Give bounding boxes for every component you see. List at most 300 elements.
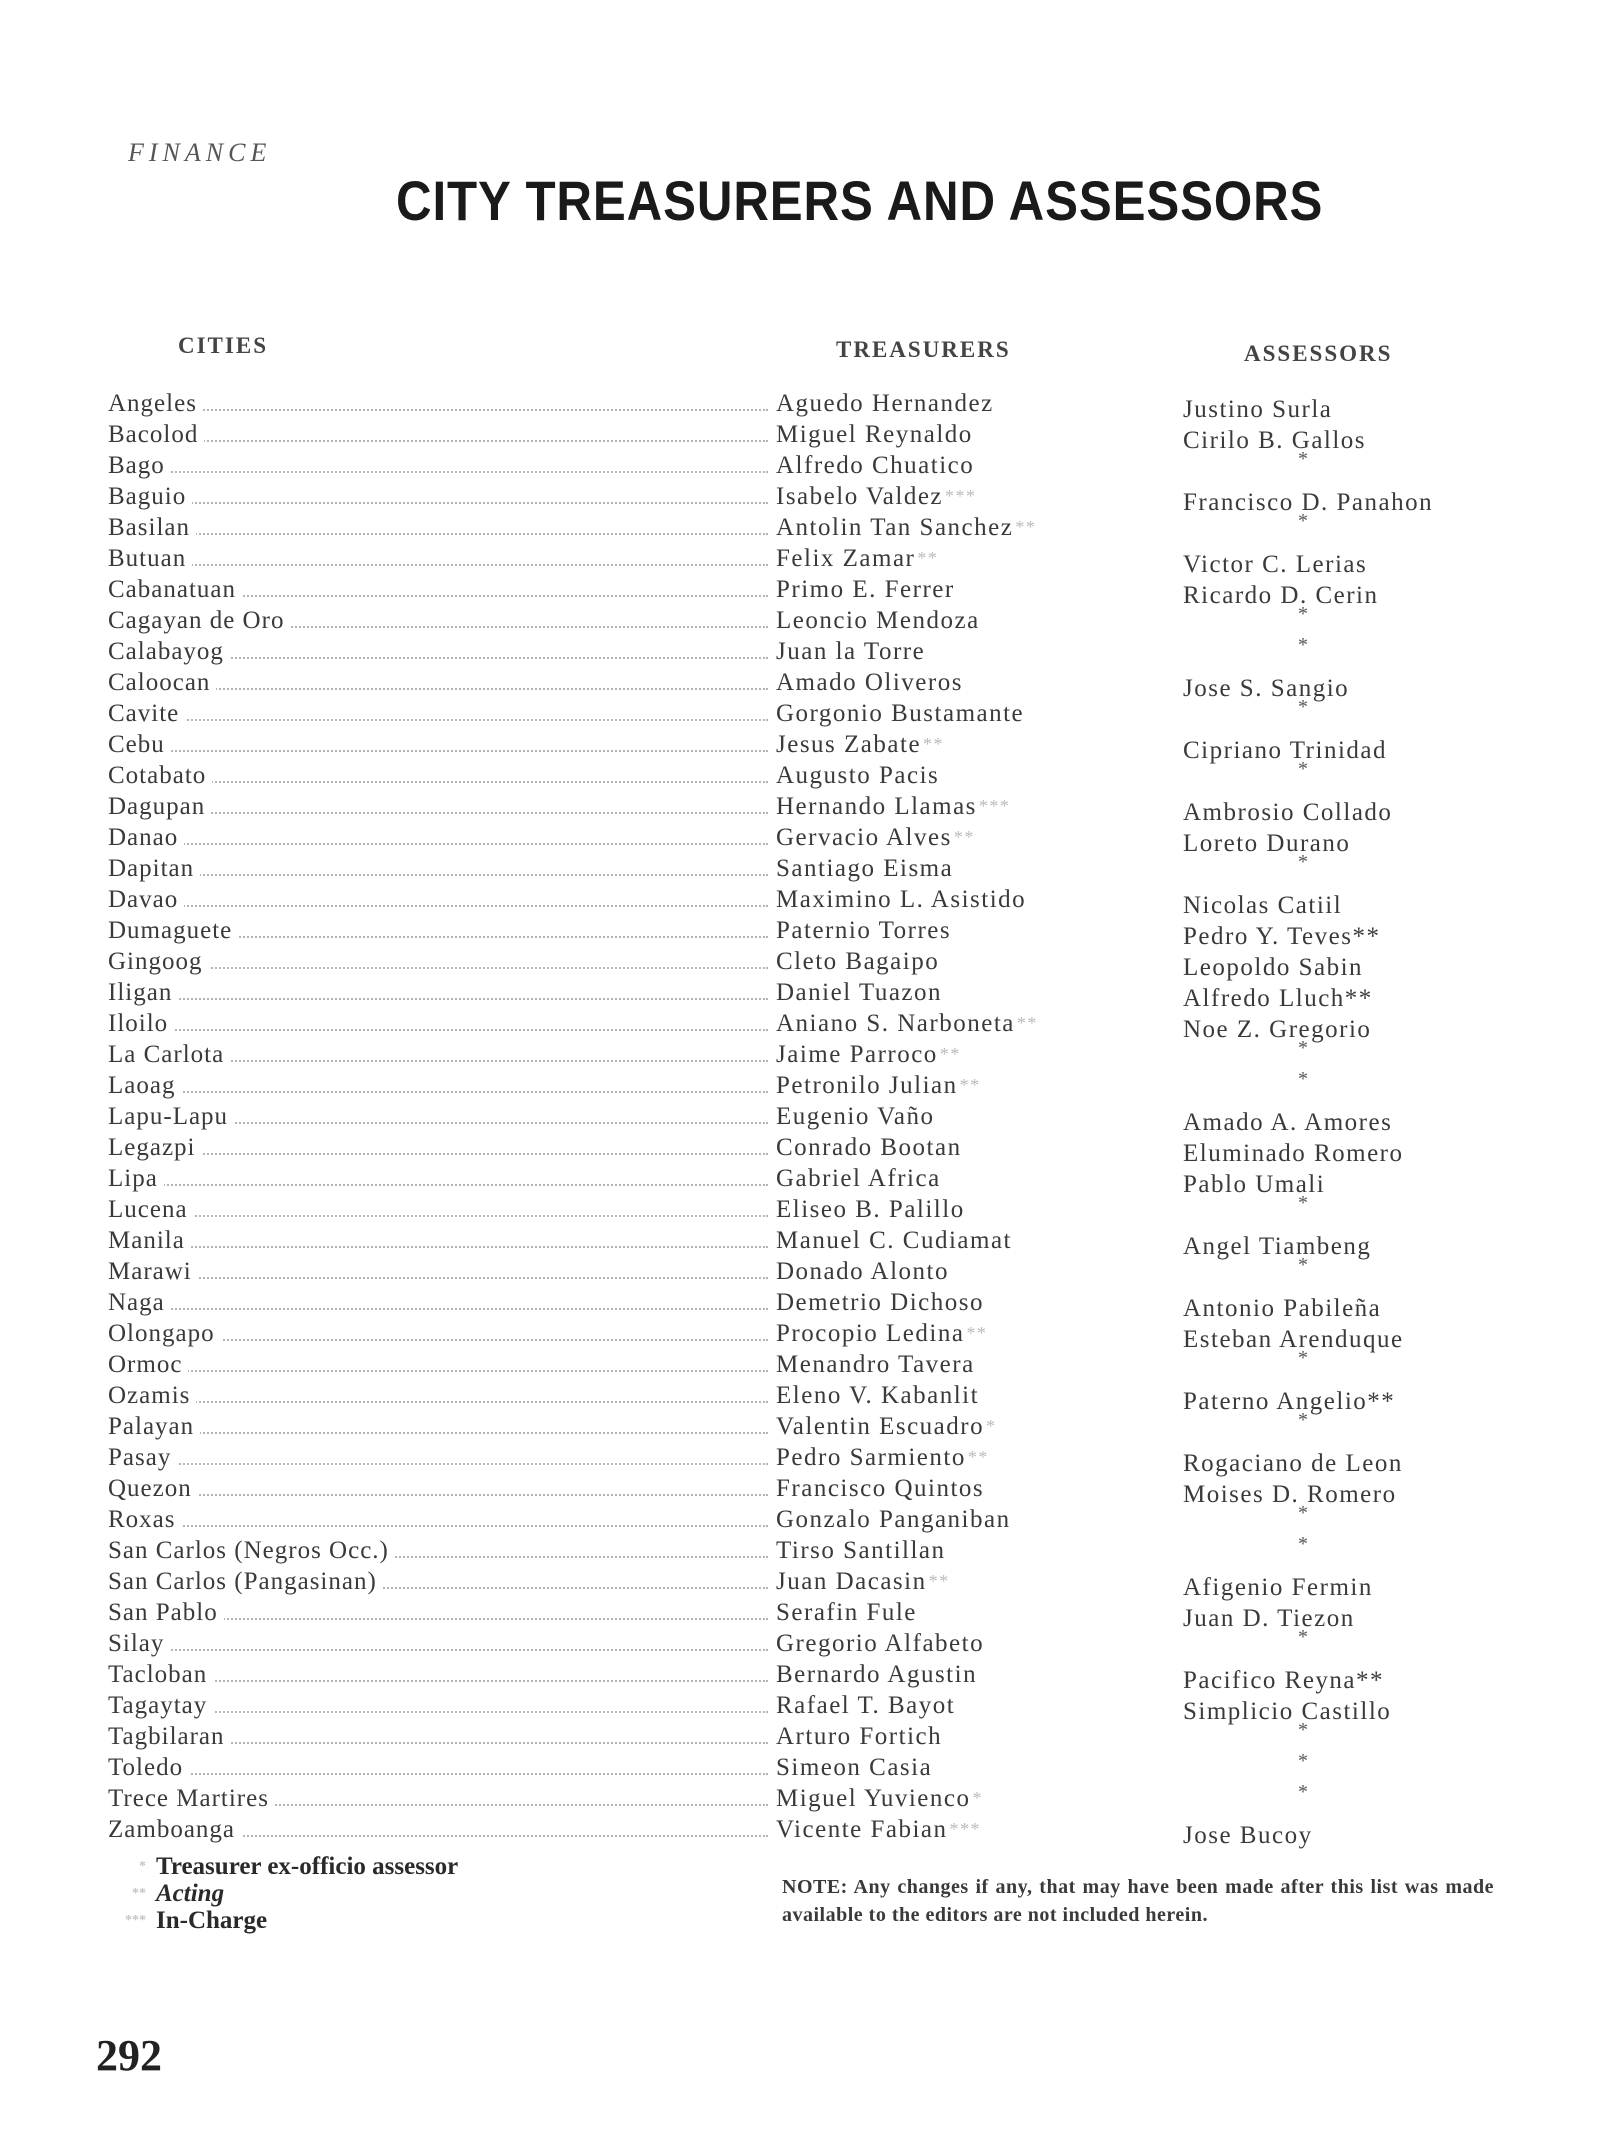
table-row — [108, 791, 1498, 826]
city-name: Gingoog — [108, 948, 209, 975]
treasurer-cell — [776, 1318, 987, 1349]
assessor-cell: * — [1298, 1347, 1310, 1369]
table-row — [108, 574, 1498, 609]
city-name: Iloilo — [108, 1010, 174, 1037]
table-row — [108, 667, 1498, 702]
city-cell — [108, 1504, 768, 1535]
table-row — [108, 1504, 1498, 1535]
note-paragraph: NOTE: Any changes if any, that may have been made after this list was made available to the editors are not included herein. — [782, 1876, 1494, 1926]
city-name: San Carlos (Pangasinan) — [108, 1568, 383, 1595]
table-row — [108, 512, 1498, 543]
treasurer-cell — [776, 791, 1010, 822]
treasurer-cell — [776, 1349, 977, 1380]
city-name: Roxas — [108, 1506, 182, 1533]
table-row — [108, 1783, 1498, 1814]
table-row — [108, 1349, 1498, 1380]
city-cell — [108, 1318, 768, 1349]
treasurer-name: Procopio Ledina — [776, 1320, 965, 1347]
treasurer-cell — [776, 574, 957, 605]
treasurer-cell — [776, 605, 982, 636]
treasurer-name: Santiago Eisma — [776, 855, 954, 882]
treasurer-cell — [776, 1566, 950, 1597]
table-row — [108, 1411, 1498, 1442]
city-name: San Carlos (Negros Occ.) — [108, 1537, 395, 1564]
legend-text: Treasurer ex-officio assessor — [156, 1853, 459, 1880]
table-row — [108, 1225, 1498, 1260]
city-name: Pasay — [108, 1444, 177, 1471]
city-cell — [108, 915, 768, 946]
city-cell — [108, 1101, 768, 1132]
page-title: CITY TREASURERS AND ASSESSORS — [396, 169, 1324, 232]
assessor-cell: Alfredo Lluch** — [1183, 985, 1373, 1012]
table-row — [108, 1814, 1498, 1849]
column-header-treasurers: TREASURERS — [836, 337, 1011, 362]
city-name: Zamboanga — [108, 1816, 241, 1843]
treasurer-name: Hernando Llamas — [776, 793, 977, 820]
treasurer-name: Vicente Fabian — [776, 1816, 948, 1843]
city-cell — [108, 1287, 768, 1318]
assessor-cell: Ambrosio Collado — [1183, 799, 1393, 826]
treasurer-cell — [776, 1008, 1038, 1039]
legend-item-in-charge — [96, 1909, 458, 1933]
assessor-cell: Noe Z. Gregorio — [1183, 1016, 1372, 1043]
assessor-cell: * — [1298, 1626, 1310, 1648]
legend-mark: ** — [132, 1886, 146, 1901]
table-row — [108, 1008, 1498, 1043]
city-cell — [108, 1597, 768, 1628]
city-name: Legazpi — [108, 1134, 202, 1161]
city-name: Naga — [108, 1289, 171, 1316]
treasurer-cell — [776, 1597, 919, 1628]
city-cell — [108, 1132, 768, 1163]
city-name: Toledo — [108, 1754, 189, 1781]
city-cell — [108, 1163, 768, 1194]
column-header-cities: CITIES — [178, 333, 268, 358]
table-row — [108, 1256, 1498, 1287]
assessor-cell: * — [1298, 1068, 1310, 1090]
city-cell — [108, 512, 768, 543]
treasurer-name: Rafael T. Bayot — [776, 1692, 956, 1719]
assessor-cell: Cirilo B. Gallos — [1183, 427, 1367, 454]
treasurer-name: Demetrio Dichoso — [776, 1289, 984, 1316]
table-row — [108, 1318, 1498, 1353]
assessor-cell: * — [1298, 851, 1310, 873]
city-cell — [108, 1194, 768, 1225]
assessor-cell: * — [1298, 1719, 1310, 1741]
city-name: La Carlota — [108, 1041, 230, 1068]
city-name: Lapu-Lapu — [108, 1103, 234, 1130]
city-cell — [108, 1690, 768, 1721]
city-cell — [108, 543, 768, 574]
city-name: Tacloban — [108, 1661, 213, 1688]
table-row — [108, 946, 1498, 981]
city-cell — [108, 1659, 768, 1690]
treasurer-name: Eleno V. Kabanlit — [776, 1382, 980, 1409]
assessor-cell: Francisco D. Panahon — [1183, 489, 1434, 516]
treasurer-name: Manuel C. Cudiamat — [776, 1227, 1012, 1254]
assessor-cell: Jose S. Sangio — [1183, 675, 1350, 702]
city-cell — [108, 450, 768, 481]
treasurer-status-mark: *** — [945, 486, 977, 506]
table-row — [108, 1566, 1498, 1601]
table-row — [108, 884, 1498, 919]
city-name: Dumaguete — [108, 917, 238, 944]
treasurer-name: Eugenio Vaño — [776, 1103, 935, 1130]
assessor-cell: * — [1298, 510, 1310, 532]
treasurer-name: Gabriel Africa — [776, 1165, 941, 1192]
legend-item-acting — [96, 1882, 458, 1906]
treasurer-name: Felix Zamar — [776, 545, 916, 572]
assessor-cell: Juan D. Tiezon — [1183, 1605, 1355, 1632]
treasurer-cell — [776, 1132, 964, 1163]
city-cell — [108, 1411, 768, 1442]
city-name: Iligan — [108, 979, 178, 1006]
assessor-cell: * — [1298, 1409, 1310, 1431]
treasurer-cell — [776, 1256, 951, 1287]
assessor-cell: Eluminado Romero — [1183, 1140, 1404, 1167]
treasurer-status-mark: ** — [1015, 517, 1037, 537]
treasurer-cell — [776, 481, 977, 512]
assessor-cell: * — [1298, 1750, 1310, 1772]
treasurer-name: Aniano S. Narboneta — [776, 1010, 1015, 1037]
treasurer-name: Gervacio Alves — [776, 824, 952, 851]
treasurer-name: Amado Oliveros — [776, 669, 963, 696]
treasurer-cell — [776, 1070, 981, 1101]
table-row — [108, 1752, 1498, 1783]
treasurer-name: Daniel Tuazon — [776, 979, 943, 1006]
table-row — [108, 450, 1498, 481]
city-cell — [108, 1566, 768, 1597]
city-cell — [108, 1225, 768, 1256]
table-row — [108, 1690, 1498, 1725]
city-cell — [108, 1256, 768, 1287]
treasurer-name: Arturo Fortich — [776, 1723, 943, 1750]
city-cell — [108, 481, 768, 512]
treasurer-status-mark: ** — [923, 734, 945, 754]
treasurer-status-mark: * — [986, 1416, 997, 1436]
assessor-cell: * — [1298, 1254, 1310, 1276]
treasurer-name: Francisco Quintos — [776, 1475, 985, 1502]
treasurer-cell — [776, 1752, 934, 1783]
table-row — [108, 1132, 1498, 1167]
treasurer-name: Antolin Tan Sanchez — [776, 514, 1014, 541]
city-name: Marawi — [108, 1258, 198, 1285]
treasurer-cell — [776, 1163, 943, 1194]
table-row — [108, 1628, 1498, 1659]
treasurer-name: Jesus Zabate — [776, 731, 922, 758]
city-name: Trece Martires — [108, 1785, 275, 1812]
table-row — [108, 853, 1498, 884]
legend-text: Acting — [156, 1880, 225, 1907]
table-row — [108, 1101, 1498, 1136]
treasurer-name: Pedro Sarmiento — [776, 1444, 966, 1471]
assessor-cell: * — [1298, 758, 1310, 780]
treasurer-name: Conrado Bootan — [776, 1134, 962, 1161]
city-cell — [108, 1752, 768, 1783]
city-name: Quezon — [108, 1475, 198, 1502]
assessor-cell: Antonio Pabileña — [1183, 1295, 1382, 1322]
legend-item-ex-officio — [96, 1855, 458, 1879]
legend-mark: * — [139, 1859, 146, 1874]
treasurer-name: Serafin Fule — [776, 1599, 917, 1626]
treasurer-name: Tirso Santillan — [776, 1537, 946, 1564]
assessor-cell: * — [1298, 1037, 1310, 1059]
city-cell — [108, 1783, 768, 1814]
assessor-cell: Pacifico Reyna** — [1183, 1667, 1385, 1694]
treasurer-name: Alfredo Chuatico — [776, 452, 975, 479]
treasurer-name: Gorgonio Bustamante — [776, 700, 1025, 727]
assessor-cell: * — [1298, 696, 1310, 718]
city-cell — [108, 1814, 768, 1845]
city-name: Cebu — [108, 731, 171, 758]
treasurer-status-mark: *** — [949, 1819, 982, 1839]
treasurer-cell — [776, 915, 953, 946]
table-row — [108, 388, 1498, 423]
treasurer-status-mark: ** — [959, 1075, 981, 1095]
page-number: 292 — [96, 2031, 162, 2080]
city-name: Cagayan de Oro — [108, 607, 290, 634]
legend — [96, 1855, 458, 1936]
treasurer-name: Gonzalo Panganiban — [776, 1506, 1011, 1533]
table-row — [108, 698, 1498, 729]
treasurer-name: Miguel Reynaldo — [776, 421, 973, 448]
treasurer-cell — [776, 1690, 957, 1721]
treasurer-name: Valentin Escuadro — [776, 1413, 985, 1440]
city-name: Bago — [108, 452, 171, 479]
treasurer-name: Isabelo Valdez — [776, 483, 944, 510]
city-cell — [108, 1628, 768, 1659]
treasurer-name: Paternio Torres — [776, 917, 952, 944]
treasurer-name: Petronilo Julian — [776, 1072, 958, 1099]
treasurer-name: Juan Dacasin — [776, 1568, 927, 1595]
treasurer-status-mark: ** — [1016, 1013, 1038, 1033]
assessor-cell: Leopoldo Sabin — [1183, 954, 1364, 981]
city-cell — [108, 698, 768, 729]
treasurer-cell — [776, 729, 944, 760]
treasurer-cell — [776, 698, 1026, 729]
city-name: Manila — [108, 1227, 191, 1254]
city-cell — [108, 1039, 768, 1070]
city-name: Tagaytay — [108, 1692, 213, 1719]
treasurer-cell — [776, 388, 996, 419]
treasurer-name: Menandro Tavera — [776, 1351, 975, 1378]
treasurer-status-mark: ** — [967, 1447, 989, 1467]
assessor-cell: * — [1298, 1533, 1310, 1555]
city-name: Lipa — [108, 1165, 164, 1192]
city-name: Dagupan — [108, 793, 211, 820]
city-cell — [108, 1473, 768, 1504]
assessor-cell: Amado A. Amores — [1183, 1109, 1393, 1136]
treasurer-status-mark: * — [972, 1788, 983, 1808]
treasurer-cell — [776, 419, 975, 450]
city-cell — [108, 1535, 768, 1566]
city-name: Palayan — [108, 1413, 200, 1440]
treasurer-cell — [776, 946, 941, 977]
treasurer-name: Eliseo B. Palillo — [776, 1196, 965, 1223]
treasurer-name: Miguel Yuvienco — [776, 1785, 971, 1812]
treasurer-cell — [776, 1101, 937, 1132]
city-cell — [108, 636, 768, 667]
assessor-cell: Nicolas Catiil — [1183, 892, 1343, 919]
treasurer-status-mark: ** — [939, 1044, 961, 1064]
treasurer-status-mark: ** — [966, 1323, 988, 1343]
treasurer-cell — [776, 1659, 979, 1690]
city-name: Butuan — [108, 545, 192, 572]
table-row — [108, 822, 1498, 857]
column-header-assessors: ASSESSORS — [1244, 341, 1393, 366]
table-row — [108, 1659, 1498, 1694]
city-name: Tagbilaran — [108, 1723, 231, 1750]
assessor-cell: Justino Surla — [1183, 396, 1333, 423]
assessor-cell: Cipriano Trinidad — [1183, 737, 1387, 764]
city-name: Cavite — [108, 700, 185, 727]
city-name: Ozamis — [108, 1382, 196, 1409]
city-name: Lucena — [108, 1196, 194, 1223]
assessor-cell: Loreto Durano — [1183, 830, 1351, 857]
treasurer-name: Augusto Pacis — [776, 762, 940, 789]
treasurer-status-mark: ** — [917, 548, 939, 568]
treasurer-cell — [776, 1287, 986, 1318]
treasurer-cell — [776, 1380, 981, 1411]
table-row — [108, 760, 1498, 791]
city-name: Ormoc — [108, 1351, 188, 1378]
treasurer-cell — [776, 543, 938, 574]
city-name: Calabayog — [108, 638, 230, 665]
assessor-cell: Pablo Umali — [1183, 1171, 1326, 1198]
city-name: Caloocan — [108, 669, 216, 696]
assessor-cell: Pedro Y. Teves** — [1183, 923, 1381, 950]
assessor-cell: Victor C. Lerias — [1183, 551, 1368, 578]
city-cell — [108, 1721, 768, 1752]
city-cell — [108, 853, 768, 884]
city-name: Bacolod — [108, 421, 204, 448]
assessor-cell: * — [1298, 634, 1310, 656]
treasurer-name: Primo E. Ferrer — [776, 576, 955, 603]
city-name: Silay — [108, 1630, 170, 1657]
table-row — [108, 1380, 1498, 1415]
city-cell — [108, 946, 768, 977]
treasurer-cell — [776, 1194, 967, 1225]
assessor-cell: Paterno Angelio** — [1183, 1388, 1396, 1415]
table-row — [108, 1070, 1498, 1101]
table-row — [108, 636, 1498, 667]
table-row — [108, 1721, 1498, 1752]
treasurer-cell — [776, 760, 941, 791]
table-row — [108, 419, 1498, 454]
assessor-cell: Rogaciano de Leon — [1183, 1450, 1403, 1477]
city-cell — [108, 884, 768, 915]
assessor-cell: * — [1298, 603, 1310, 625]
assessor-cell: Ricardo D. Cerin — [1183, 582, 1379, 609]
treasurer-cell — [776, 636, 927, 667]
city-cell — [108, 760, 768, 791]
legend-text: In-Charge — [156, 1907, 268, 1934]
table-row — [108, 481, 1498, 516]
city-name: San Pablo — [108, 1599, 224, 1626]
city-cell — [108, 791, 768, 822]
table-row — [108, 1039, 1498, 1070]
city-cell — [108, 822, 768, 853]
treasurer-name: Maximino L. Asistido — [776, 886, 1027, 913]
city-name: Danao — [108, 824, 184, 851]
treasurer-cell — [776, 884, 1028, 915]
city-cell — [108, 1008, 768, 1039]
treasurer-cell — [776, 977, 944, 1008]
treasurer-cell — [776, 822, 975, 853]
treasurer-cell — [776, 512, 1036, 543]
treasurer-cell — [776, 1039, 961, 1070]
treasurer-status-mark: *** — [978, 796, 1011, 816]
table-row — [108, 977, 1498, 1012]
table-row — [108, 1194, 1498, 1225]
treasurer-assessor-table — [108, 388, 1498, 1849]
treasurer-cell — [776, 1814, 981, 1845]
table-row — [108, 729, 1498, 764]
city-cell — [108, 977, 768, 1008]
treasurer-name: Leoncio Mendoza — [776, 607, 980, 634]
city-cell — [108, 729, 768, 760]
treasurer-cell — [776, 1535, 948, 1566]
treasurer-cell — [776, 450, 976, 481]
city-cell — [108, 574, 768, 605]
city-name: Cabanatuan — [108, 576, 242, 603]
assessor-cell: Moises D. Romero — [1183, 1481, 1397, 1508]
legend-mark: *** — [125, 1913, 146, 1928]
assessor-cell: Esteban Arenduque — [1183, 1326, 1404, 1353]
treasurer-name: Donado Alonto — [776, 1258, 949, 1285]
assessor-cell: * — [1298, 1502, 1310, 1524]
assessor-cell: Angel Tiambeng — [1183, 1233, 1372, 1260]
city-name: Angeles — [108, 390, 203, 417]
city-cell — [108, 1380, 768, 1411]
table-row — [108, 1535, 1498, 1566]
table-row — [108, 1287, 1498, 1322]
city-name: Cotabato — [108, 762, 212, 789]
assessor-cell: Afigenio Fermin — [1183, 1574, 1373, 1601]
city-name: Davao — [108, 886, 184, 913]
city-cell — [108, 388, 768, 419]
treasurer-name: Simeon Casia — [776, 1754, 933, 1781]
treasurer-name: Cleto Bagaipo — [776, 948, 940, 975]
treasurer-cell — [776, 667, 965, 698]
section-label: FINANCE — [128, 138, 272, 167]
city-cell — [108, 605, 768, 636]
assessor-cell: Simplicio Castillo — [1183, 1698, 1392, 1725]
treasurer-name: Bernardo Agustin — [776, 1661, 978, 1688]
assessor-cell: Jose Bucoy — [1183, 1822, 1313, 1849]
city-name: Laoag — [108, 1072, 181, 1099]
city-name: Dapitan — [108, 855, 200, 882]
treasurer-cell — [776, 1473, 986, 1504]
table-row — [108, 1442, 1498, 1477]
assessor-cell: * — [1298, 1781, 1310, 1803]
city-cell — [108, 419, 768, 450]
city-cell — [108, 1442, 768, 1473]
table-row — [108, 1163, 1498, 1198]
treasurer-cell — [776, 853, 955, 884]
treasurer-status-mark: ** — [928, 1571, 950, 1591]
city-name: Basilan — [108, 514, 196, 541]
treasurer-cell — [776, 1504, 1013, 1535]
city-cell — [108, 1349, 768, 1380]
table-row — [108, 543, 1498, 578]
treasurer-status-mark: ** — [953, 827, 975, 847]
assessor-cell: * — [1298, 448, 1310, 470]
city-name: Olongapo — [108, 1320, 221, 1347]
treasurer-cell — [776, 1721, 944, 1752]
table-row — [108, 605, 1498, 636]
city-name: Baguio — [108, 483, 192, 510]
